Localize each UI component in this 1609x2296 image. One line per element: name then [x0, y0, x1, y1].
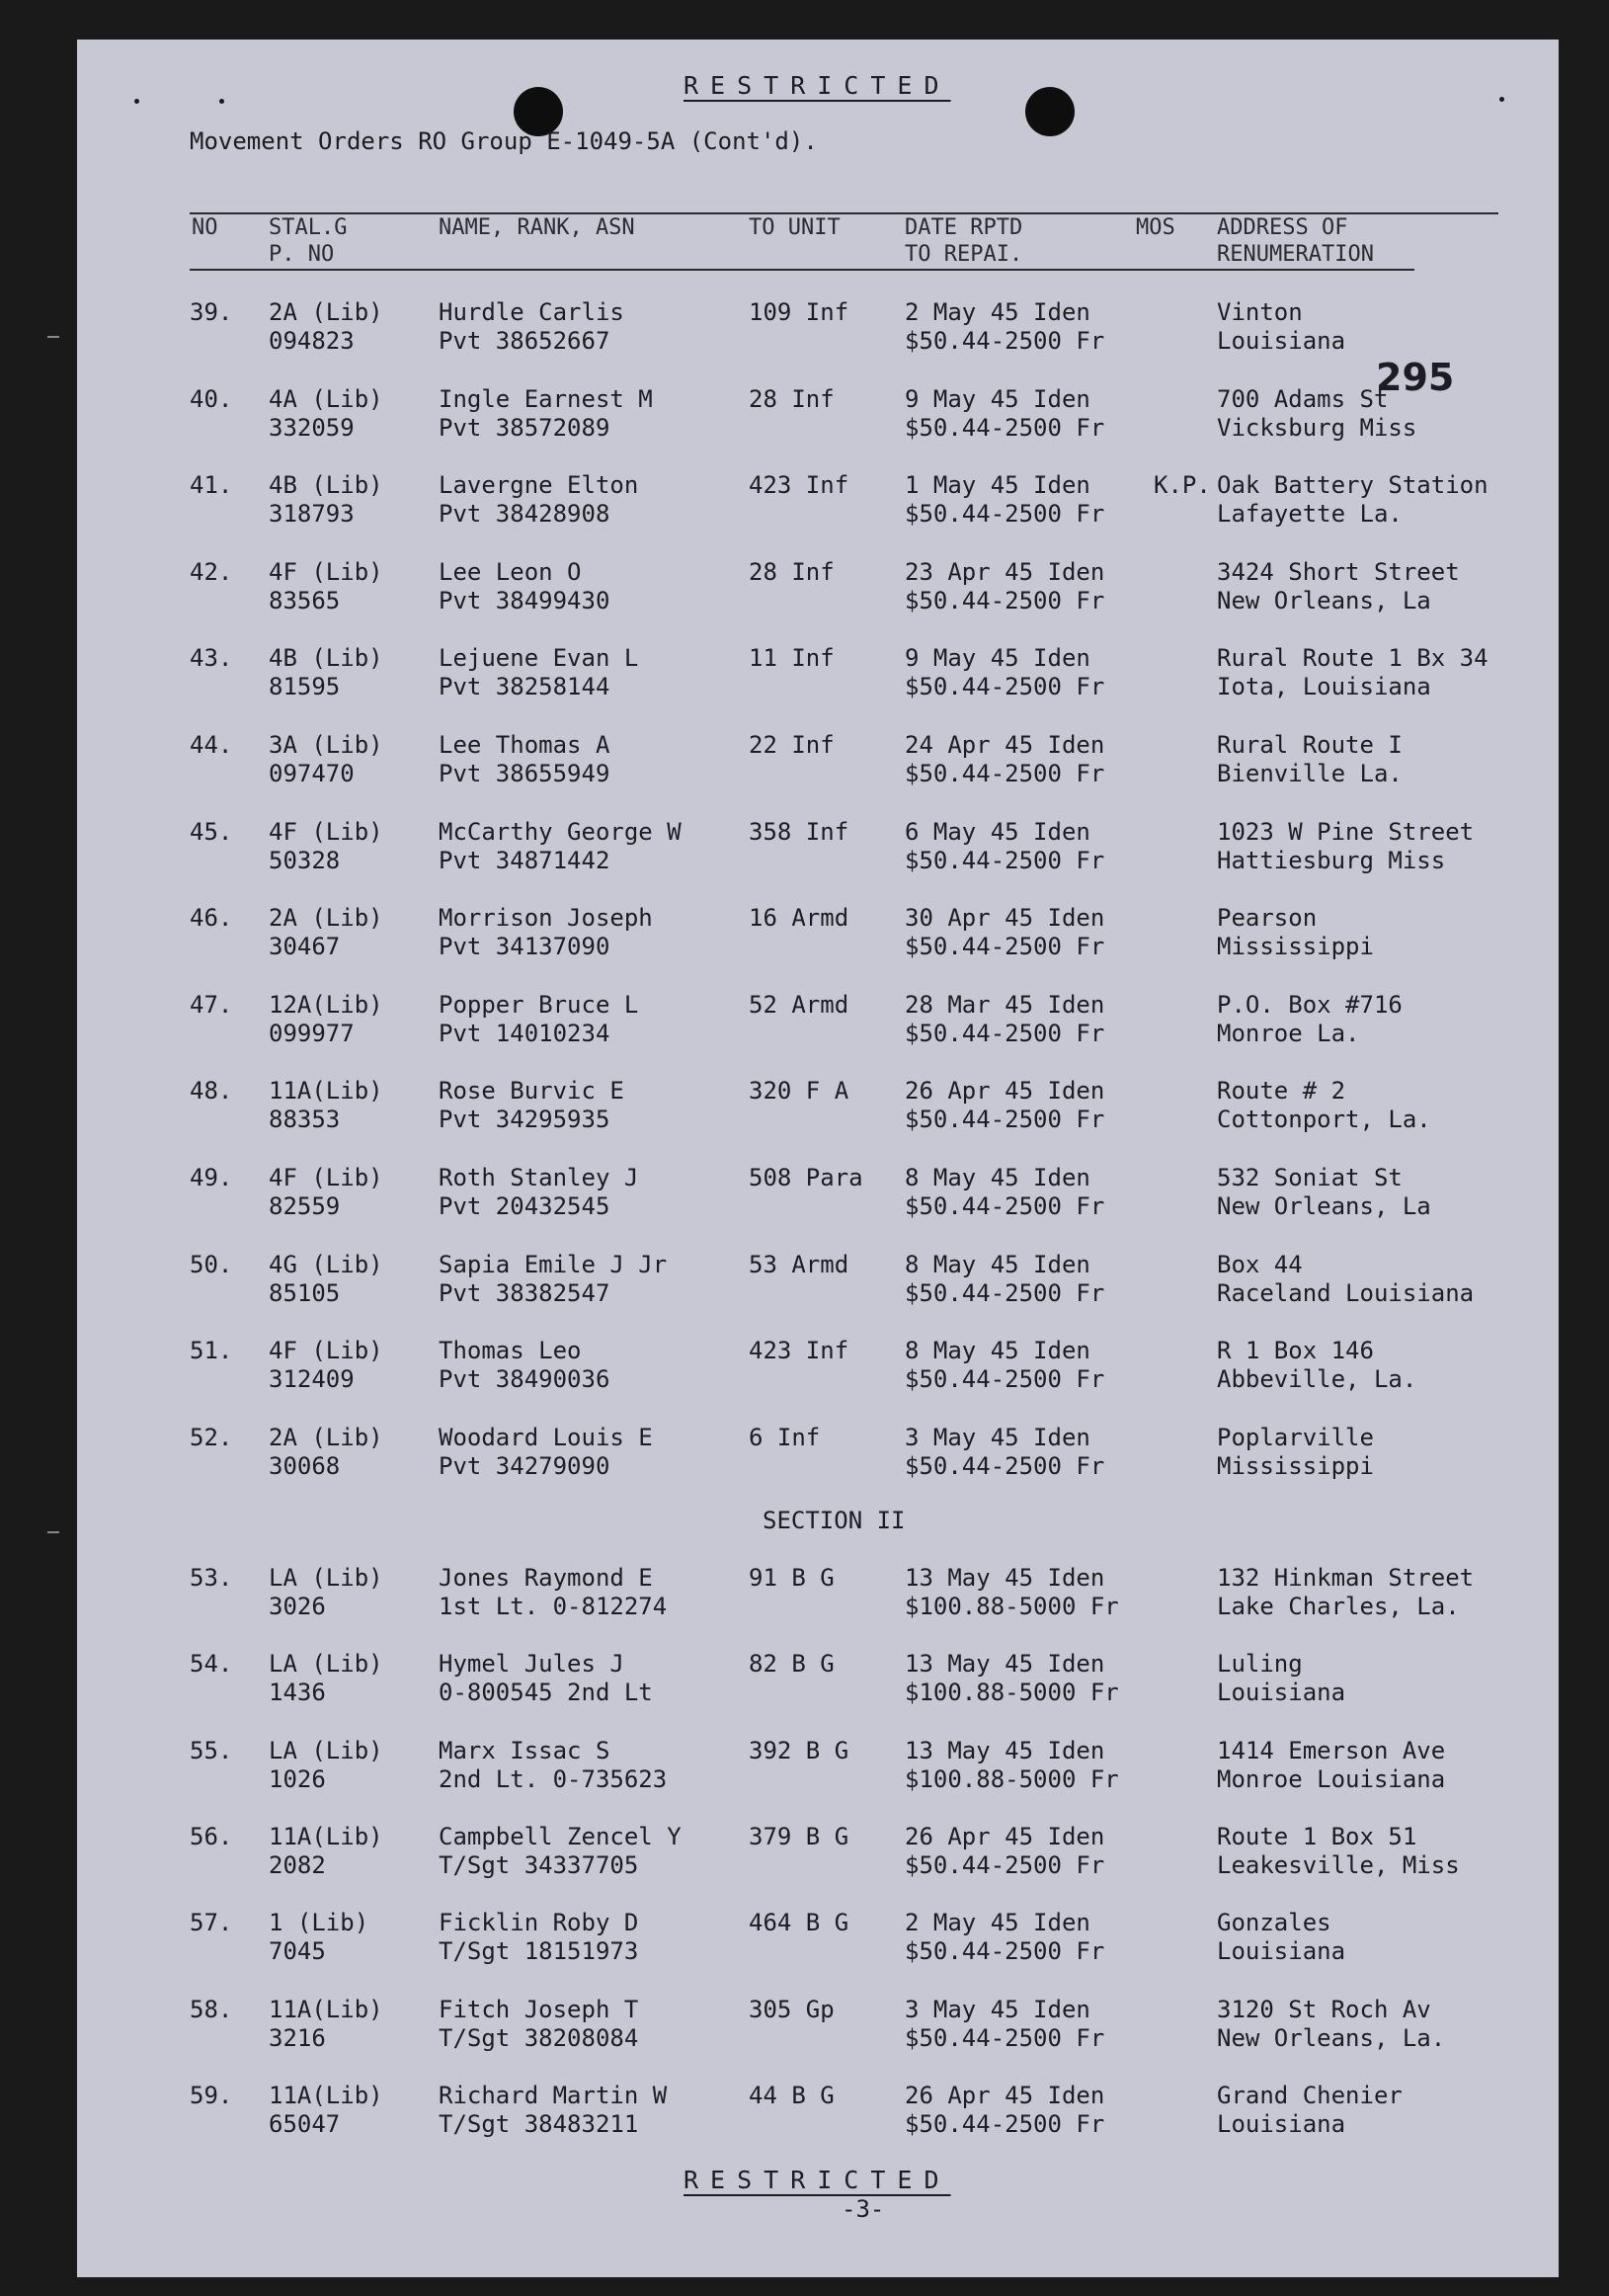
address-line-1: Oak Battery Station [1217, 471, 1488, 500]
pay-amount: $50.44-2500 Fr [905, 1019, 1105, 1047]
col-stat: STAL.G [269, 215, 348, 240]
row-number: 47. [190, 990, 233, 1019]
address-line-2: Leakesville, Miss [1217, 1850, 1460, 1879]
soldier-name: Lee Thomas A [439, 731, 610, 759]
address-line-2: Cottonport, La. [1217, 1106, 1431, 1134]
row-number: 59. [190, 2081, 233, 2109]
pay-amount: $50.44-2500 Fr [905, 1451, 1105, 1480]
stalag-code: 4F (Lib) [269, 557, 383, 586]
date-reported: 3 May 45 Iden [905, 1423, 1090, 1451]
pow-number: 85105 [269, 1278, 341, 1307]
stalag-code: 2A (Lib) [269, 298, 383, 326]
row-number: 45. [190, 817, 233, 846]
soldier-name: Lee Leon O [439, 557, 582, 586]
stalag-code: 4F (Lib) [269, 1337, 383, 1365]
address-line-1: P.O. Box #716 [1217, 990, 1403, 1019]
date-reported: 26 Apr 45 Iden [905, 1077, 1105, 1106]
pow-number: 83565 [269, 586, 341, 615]
address-line-2: Lafayette La. [1217, 500, 1403, 529]
rank-serial: Pvt 14010234 [439, 1019, 610, 1047]
rank-serial: Pvt 38652667 [439, 327, 610, 355]
rank-serial: Pvt 38490036 [439, 1365, 610, 1394]
soldier-name: Campbell Zencel Y [439, 1822, 682, 1850]
pow-number: 3216 [269, 2023, 326, 2052]
pow-number: 1026 [269, 1764, 326, 1793]
pow-number: 82559 [269, 1192, 341, 1220]
soldier-name: Lavergne Elton [439, 471, 639, 500]
rank-serial: T/Sgt 18151973 [439, 1937, 639, 1966]
pay-amount: $50.44-2500 Fr [905, 1937, 1105, 1966]
date-reported: 8 May 45 Iden [905, 1164, 1090, 1191]
pay-amount: $50.44-2500 Fr [905, 2023, 1105, 2052]
pay-amount: $50.44-2500 Fr [905, 1192, 1105, 1220]
address-line-1: Vinton [1217, 298, 1303, 326]
pay-amount: $50.44-2500 Fr [905, 1106, 1105, 1134]
rank-serial: 2nd Lt. 0-735623 [439, 1764, 668, 1793]
stalag-code: 2A (Lib) [269, 1423, 383, 1451]
rank-serial: 0-800545 2nd Lt [439, 1679, 653, 1707]
row-number: 56. [190, 1822, 233, 1850]
restricted-footer: RESTRICTED [684, 2166, 951, 2194]
row-number: 48. [190, 1077, 233, 1106]
soldier-name: Hurdle Carlis [439, 298, 624, 326]
pow-number: 88353 [269, 1106, 341, 1134]
address-line-2: Mississippi [1217, 1451, 1374, 1480]
pow-number: 099977 [269, 1019, 355, 1047]
date-reported: 9 May 45 Iden [905, 644, 1090, 673]
edge-mark [47, 336, 59, 338]
mos: K.P. [1154, 471, 1211, 500]
page-stamp: 295 [1376, 356, 1455, 399]
pay-amount: $50.44-2500 Fr [905, 1850, 1105, 1879]
soldier-name: Marx Issac S [439, 1736, 610, 1764]
row-number: 58. [190, 1995, 233, 2023]
pay-amount: $100.88-5000 Fr [905, 1764, 1119, 1793]
pow-number: 50328 [269, 846, 341, 874]
stalag-code: LA (Lib) [269, 1564, 383, 1592]
rank-serial: Pvt 38499430 [439, 586, 610, 615]
address-line-2: New Orleans, La [1217, 586, 1431, 615]
rank-serial: T/Sgt 34337705 [439, 1850, 639, 1879]
pay-amount: $50.44-2500 Fr [905, 586, 1105, 615]
page-number: -3- [842, 2195, 885, 2223]
pow-number: 30068 [269, 1451, 341, 1480]
address-line-1: Box 44 [1217, 1250, 1303, 1278]
pow-number: 318793 [269, 500, 355, 529]
document-subtitle: Movement Orders RO Group E-1049-5A (Cont'd). [190, 127, 818, 155]
pay-amount: $50.44-2500 Fr [905, 2109, 1105, 2138]
stalag-code: 1 (Lib) [269, 1909, 369, 1937]
row-number: 40. [190, 384, 233, 413]
row-number: 43. [190, 644, 233, 673]
rank-serial: Pvt 38655949 [439, 760, 610, 787]
unit: 6 Inf [749, 1423, 821, 1451]
date-reported: 8 May 45 Iden [905, 1337, 1090, 1365]
unit: 423 Inf [749, 471, 849, 500]
soldier-name: Roth Stanley J [439, 1164, 639, 1191]
soldier-name: McCarthy George W [439, 817, 682, 846]
date-reported: 2 May 45 Iden [905, 1909, 1090, 1937]
address-line-1: Pearson [1217, 904, 1318, 933]
date-reported: 1 May 45 Iden [905, 471, 1090, 500]
unit: 109 Inf [749, 298, 849, 326]
row-number: 42. [190, 557, 233, 586]
address-line-2: Raceland Louisiana [1217, 1278, 1475, 1307]
header-top-rule [190, 212, 1498, 214]
date-reported: 24 Apr 45 Iden [905, 731, 1105, 759]
soldier-name: Richard Martin W [439, 2081, 668, 2109]
col-name: NAME, RANK, ASN [439, 215, 635, 240]
unit: 22 Inf [749, 731, 835, 759]
date-reported: 3 May 45 Iden [905, 1995, 1090, 2023]
stalag-code: 4B (Lib) [269, 471, 383, 500]
rank-serial: Pvt 38382547 [439, 1278, 610, 1307]
rank-serial: T/Sgt 38483211 [439, 2109, 639, 2138]
stalag-code: 11A(Lib) [269, 1822, 383, 1850]
soldier-name: Sapia Emile J Jr [439, 1250, 668, 1278]
speck [1499, 97, 1504, 102]
address-line-1: 532 Soniat St [1217, 1164, 1403, 1191]
rank-serial: 1st Lt. 0-812274 [439, 1593, 668, 1620]
unit: 358 Inf [749, 817, 849, 846]
date-reported: 26 Apr 45 Iden [905, 2081, 1105, 2109]
soldier-name: Popper Bruce L [439, 990, 639, 1019]
soldier-name: Ingle Earnest M [439, 384, 653, 413]
pow-number: 2082 [269, 1850, 326, 1879]
soldier-name: Jones Raymond E [439, 1564, 653, 1592]
soldier-name: Morrison Joseph [439, 904, 653, 933]
stalag-code: 11A(Lib) [269, 1995, 383, 2023]
date-reported: 30 Apr 45 Iden [905, 904, 1105, 933]
address-line-1: Gonzales [1217, 1909, 1331, 1937]
row-number: 46. [190, 904, 233, 933]
pow-number: 65047 [269, 2109, 341, 2138]
date-reported: 23 Apr 45 Iden [905, 557, 1105, 586]
address-line-2: New Orleans, La. [1217, 2023, 1446, 2052]
date-reported: 13 May 45 Iden [905, 1736, 1105, 1764]
pay-amount: $50.44-2500 Fr [905, 413, 1105, 442]
unit: 423 Inf [749, 1337, 849, 1365]
date-reported: 8 May 45 Iden [905, 1250, 1090, 1278]
punch-hole [1025, 87, 1075, 136]
address-line-2: Louisiana [1217, 1937, 1346, 1966]
address-line-1: 1023 W Pine Street [1217, 817, 1475, 846]
pay-amount: $50.44-2500 Fr [905, 846, 1105, 874]
restricted-header: RESTRICTED [684, 71, 951, 100]
row-number: 50. [190, 1250, 233, 1278]
address-line-1: Grand Chenier [1217, 2081, 1403, 2109]
soldier-name: Ficklin Roby D [439, 1909, 639, 1937]
unit: 11 Inf [749, 644, 835, 673]
unit: 28 Inf [749, 384, 835, 413]
rank-serial: Pvt 34295935 [439, 1106, 610, 1134]
unit: 464 B G [749, 1909, 849, 1937]
address-line-2: Monroe La. [1217, 1019, 1360, 1047]
stalag-code: 4F (Lib) [269, 817, 383, 846]
pay-amount: $50.44-2500 Fr [905, 500, 1105, 529]
rank-serial: Pvt 34871442 [439, 846, 610, 874]
address-line-1: R 1 Box 146 [1217, 1337, 1374, 1365]
rank-serial: T/Sgt 38208084 [439, 2023, 639, 2052]
address-line-2: Mississippi [1217, 933, 1374, 961]
unit: 53 Armd [749, 1250, 849, 1278]
stalag-code: LA (Lib) [269, 1736, 383, 1764]
date-reported: 2 May 45 Iden [905, 298, 1090, 326]
soldier-name: Woodard Louis E [439, 1423, 653, 1451]
date-reported: 13 May 45 Iden [905, 1564, 1105, 1592]
unit: 379 B G [749, 1822, 849, 1850]
pow-number: 094823 [269, 327, 355, 355]
rank-serial: Pvt 20432545 [439, 1192, 610, 1220]
pay-amount: $100.88-5000 Fr [905, 1593, 1119, 1620]
address-line-1: 700 Adams St [1217, 384, 1389, 413]
pow-number: 3026 [269, 1593, 326, 1620]
address-line-2: Louisiana [1217, 327, 1346, 355]
unit: 508 Para [749, 1164, 863, 1191]
col-address-2: RENUMERATION [1217, 242, 1374, 267]
row-number: 54. [190, 1650, 233, 1679]
address-line-2: Abbeville, La. [1217, 1365, 1417, 1394]
section-2-title: SECTION II [763, 1507, 906, 1534]
row-number: 49. [190, 1164, 233, 1191]
row-number: 57. [190, 1909, 233, 1937]
col-no: NO [192, 215, 218, 240]
pow-number: 1436 [269, 1679, 326, 1707]
address-line-1: Rural Route 1 Bx 34 [1217, 644, 1488, 673]
pay-amount: $50.44-2500 Fr [905, 760, 1105, 787]
rank-serial: Pvt 38258144 [439, 673, 610, 701]
stalag-code: 11A(Lib) [269, 1077, 383, 1106]
address-line-2: Louisiana [1217, 1679, 1346, 1707]
address-line-2: Monroe Louisiana [1217, 1764, 1446, 1793]
col-date: DATE RPTD [905, 215, 1023, 240]
unit: 28 Inf [749, 557, 835, 586]
pow-number: 7045 [269, 1937, 326, 1966]
soldier-name: Rose Burvic E [439, 1077, 624, 1106]
stalag-code: LA (Lib) [269, 1650, 383, 1679]
stalag-code: 4G (Lib) [269, 1250, 383, 1278]
address-line-2: Louisiana [1217, 2109, 1346, 2138]
address-line-1: 3120 St Roch Av [1217, 1995, 1431, 2023]
unit: 392 B G [749, 1736, 849, 1764]
soldier-name: Thomas Leo [439, 1337, 582, 1365]
address-line-2: Vicksburg Miss [1217, 413, 1417, 442]
speck [219, 99, 224, 104]
header-bottom-rule [190, 269, 1414, 271]
stalag-code: 12A(Lib) [269, 990, 383, 1019]
address-line-2: Lake Charles, La. [1217, 1593, 1460, 1620]
row-number: 44. [190, 731, 233, 759]
col-date-2: TO REPAI. [905, 242, 1023, 267]
col-mos: MOS [1136, 215, 1175, 240]
rank-serial: Pvt 38572089 [439, 413, 610, 442]
address-line-1: Route 1 Box 51 [1217, 1822, 1417, 1850]
stalag-code: 4B (Lib) [269, 644, 383, 673]
pay-amount: $50.44-2500 Fr [905, 933, 1105, 961]
stalag-code: 3A (Lib) [269, 731, 383, 759]
date-reported: 28 Mar 45 Iden [905, 990, 1105, 1019]
col-stat-2: P. NO [269, 242, 335, 267]
address-line-1: Luling [1217, 1650, 1303, 1679]
unit: 320 F A [749, 1077, 849, 1106]
address-line-2: Iota, Louisiana [1217, 673, 1431, 701]
row-number: 55. [190, 1736, 233, 1764]
address-line-1: Poplarville [1217, 1423, 1374, 1451]
rank-serial: Pvt 34279090 [439, 1451, 610, 1480]
unit: 52 Armd [749, 990, 849, 1019]
row-number: 52. [190, 1423, 233, 1451]
address-line-1: 3424 Short Street [1217, 557, 1460, 586]
address-line-2: Hattiesburg Miss [1217, 846, 1446, 874]
date-reported: 6 May 45 Iden [905, 817, 1090, 846]
pay-amount: $50.44-2500 Fr [905, 1365, 1105, 1394]
rank-serial: Pvt 38428908 [439, 500, 610, 529]
date-reported: 13 May 45 Iden [905, 1650, 1105, 1679]
unit: 82 B G [749, 1650, 835, 1679]
col-unit: TO UNIT [749, 215, 841, 240]
pay-amount: $50.44-2500 Fr [905, 673, 1105, 701]
address-line-2: New Orleans, La [1217, 1192, 1431, 1220]
pow-number: 30467 [269, 933, 341, 961]
date-reported: 9 May 45 Iden [905, 384, 1090, 413]
address-line-1: Rural Route I [1217, 731, 1403, 759]
unit: 44 B G [749, 2081, 835, 2109]
address-line-1: Route # 2 [1217, 1077, 1346, 1106]
address-line-2: Bienville La. [1217, 760, 1403, 787]
pow-number: 312409 [269, 1365, 355, 1394]
stalag-code: 4A (Lib) [269, 384, 383, 413]
stalag-code: 11A(Lib) [269, 2081, 383, 2109]
pow-number: 332059 [269, 413, 355, 442]
speck [134, 99, 139, 104]
pay-amount: $100.88-5000 Fr [905, 1679, 1119, 1707]
unit: 91 B G [749, 1564, 835, 1592]
address-line-1: 1414 Emerson Ave [1217, 1736, 1446, 1764]
edge-mark [47, 1531, 59, 1533]
soldier-name: Hymel Jules J [439, 1650, 624, 1679]
row-number: 41. [190, 471, 233, 500]
unit: 305 Gp [749, 1995, 835, 2023]
row-number: 39. [190, 298, 233, 326]
pay-amount: $50.44-2500 Fr [905, 1278, 1105, 1307]
soldier-name: Fitch Joseph T [439, 1995, 639, 2023]
unit: 16 Armd [749, 904, 849, 933]
row-number: 53. [190, 1564, 233, 1592]
address-line-1: 132 Hinkman Street [1217, 1564, 1475, 1592]
row-number: 51. [190, 1337, 233, 1365]
stalag-code: 2A (Lib) [269, 904, 383, 933]
col-address: ADDRESS OF [1217, 215, 1348, 240]
pow-number: 097470 [269, 760, 355, 787]
soldier-name: Lejuene Evan L [439, 644, 639, 673]
date-reported: 26 Apr 45 Iden [905, 1822, 1105, 1850]
pay-amount: $50.44-2500 Fr [905, 327, 1105, 355]
pow-number: 81595 [269, 673, 341, 701]
rank-serial: Pvt 34137090 [439, 933, 610, 961]
stalag-code: 4F (Lib) [269, 1164, 383, 1191]
